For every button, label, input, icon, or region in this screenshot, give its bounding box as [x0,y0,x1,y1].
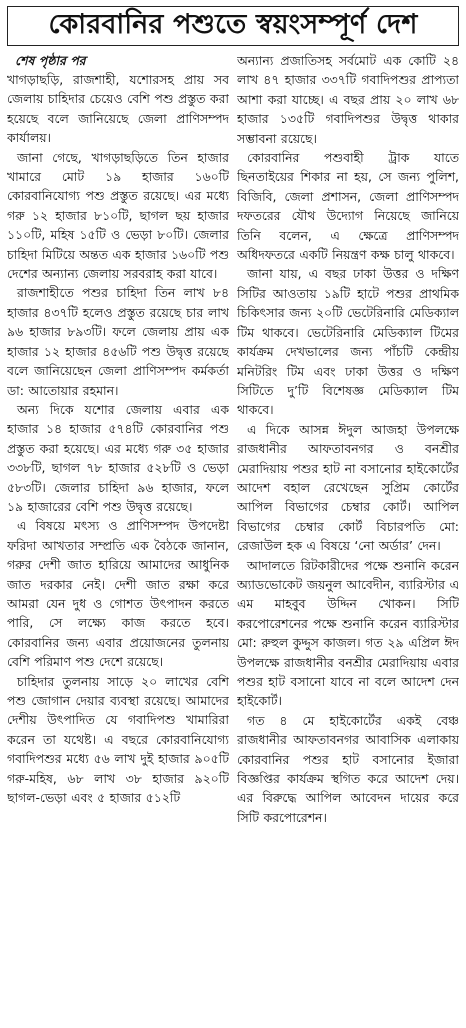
paragraph: খাগড়াছড়ি, রাজশাহী, যশোরসহ প্রায় সব জেলায় চাহিদার চেয়েও বেশি পশু প্রস্তুত করা হয়েছে বলে জানিয়েছে জেলা প্রাণিসম্পদ কার্যালয়। [7,72,229,146]
paragraph: জানা গেছে, খাগড়াছড়িতে তিন হাজার খামারে মোট ১৯ হাজার ১৬০টি কোরবানিযোগ্য পশু প্রস্তুত রয়েছে। এর মধ্যে গরু ১২ হাজার ৮১০টি, ছাগল ছয় হাজার ১১০টি, মহিষ ১৫টি ও ভেড়া ৮০টি। জেলার চাহিদা মিটিয়ে অন্তত এক হাজার ১৬০টি পশু দেশের অন্যান্য জেলায় সরবরাহ করা যাবে। [7,149,229,282]
headline-box [7,6,459,46]
continuation-label: শেষ পৃষ্ঠার পর [15,53,86,68]
paragraph: এ দিকে আসন্ন ঈদুল আজহা উপলক্ষে রাজধানীর আফতাবনগর ও বনশ্রীর মেরাদিয়ায় পশুর হাট না বসানোর হাইকোর্টের আদেশ বহাল রেখেছেন সুপ্রিম কোর্টের আপিল বিভাগের চেম্বার কোর্ট। আপিল বিভাগের চেম্বার কোর্ট বিচারপতি মো: রেজাউল হক এ বিষয়ে ‘নো অর্ডার’ দেন। [237,421,459,554]
headline: কোরবানির পশুতে স্বয়ংসম্পূর্ণ দেশ [48,9,418,40]
paragraph: কোরবানির পশুবাহী ট্রাক যাতে ছিনতাইয়ের শিকার না হয়, সে জন্য পুলিশ, বিজিবি, জেলা প্রশাসন, জেলা প্রাণিসম্পদ দফতরের যৌথ উদ্যোগ নিয়েছে জানিয়ে তিনি বলেন, এ ক্ষেত্রে প্রাণিসম্পদ অধিদফতরে একটি নিয়ন্ত্রণ কক্ষ চালু থাকবে। [237,150,459,263]
paragraph: এ বিষয়ে মৎস্য ও প্রাণিসম্পদ উপদেষ্টা ফরিদা আখতার সম্প্রতি এক বৈঠকে জানান, গরুর দেশী জাত হারিয়ে আমাদের আধুনিক জাত দরকার নেই। দেশী জাত রক্ষা করে আমরা যেন দুধ ও গোশত উৎপাদন করতে পারি, সে লক্ষ্যে কাজ করতে হবে। কোরবানির জন্য এবার প্রয়োজনের তুলনায় বেশি পরিমাণ পশু দেশে রয়েছে। [7,518,229,670]
left-column [7,51,229,1026]
paragraph: রাজশাহীতে পশুর চাহিদা তিন লাখ ৮৪ হাজার ৪৩৭টি হলেও প্রস্তুত রয়েছে চার লাখ ৯৬ হাজার ৮৯৩টি। ফলে জেলায় প্রায় এক হাজার ১২ হাজার ৪৫৬টি পশু উদ্বৃত্ত রয়েছে বলে জানিয়েছেন জেলা প্রাণিসম্পদ কর্মকর্তা ডা: আতোয়ার রহমান। [7,285,229,398]
paragraph: গত ৪ মে হাইকোর্টের একই বেঞ্চ রাজধানীর আফতাবনগর আবাসিক এলাকায় কোরবানির পশুর হাট বসানোর ইজারা বিজ্ঞপ্তির কার্যক্রম স্থগিত করে আদেশ দেয়। এর বিরুদ্ধে আপিল আবেদন দায়ের করে সিটি করপোরেশন। [237,712,459,825]
paragraph: চাহিদার তুলনায় সাড়ে ২০ লাখের বেশি পশু জোগান দেয়ার ব্যবস্থা রয়েছে। আমাদের দেশীয় উৎপাদিত যে গবাদিপশু খামারিরা করেন তা যথেষ্ট। এ বছরে কোরবানিযোগ্য গবাদিপশুর মধ্যে ৫৬ লাখ দুই হাজার ৯০৫টি গরু-মহিষ, ৬৮ লাখ ৩৮ হাজার ৯২০টি ছাগল-ভেড়া এবং ৫ হাজার ৫১২টি [7,673,229,806]
article-columns [7,51,459,1026]
paragraph: আদালতে রিটকারীদের পক্ষে শুনানি করেন অ্যাডভোকেট জয়নুল আবেদীন, ব্যারিস্টার এ এম মাহবুব উদ্দিন খোকন। সিটি করপোরেশনের পক্ষে শুনানি করেন ব্যারিস্টার মো: রুহুল কুদ্দুস কাজল। গত ২৯ এপ্রিল ঈদ উপলক্ষে রাজধানীর বনশ্রীর মেরাদিয়ায় এবার পশুর হাট বসানো যাবে না বলে আদেশ দেন হাইকোর্ট। [237,557,459,709]
paragraph: অন্য দিকে যশোর জেলায় এবার এক হাজার ১৪ হাজার ৫৭৪টি কোরবানির পশু প্রস্তুত করা হয়েছে। এর মধ্যে গরু ৩৫ হাজার ৩৩৮টি, ছাগল ৭৮ হাজার ৫২৮টি ও ভেড়া ৫৮৩টি। জেলার চাহিদা ৯৬ হাজার, ফলে ১৯ হাজারের বেশি পশু উদ্বৃত্ত রয়েছে। [7,401,229,514]
paragraph: জানা যায়, এ বছর ঢাকা উত্তর ও দক্ষিণ সিটির আওতায় ১৯টি হাটে পশুর প্রাথমিক চিকিৎসার জন্য ২০টি ভেটেরিনারি মেডিক্যাল টিম থাকবে। ভেটেরিনারি মেডিক্যাল টিমের কার্যক্রম দেখভালের জন্য পাঁচটি কেন্দ্রীয় মনিটরিং টিম এবং ঢাকা উত্তর ও দক্ষিণ সিটিতে দু’টি বিশেষজ্ঞ মেডিক্যাল টিম থাকবে। [237,266,459,418]
paragraph: অন্যান্য প্রজাতিসহ সর্বমোট এক কোটি ২৪ লাখ ৪৭ হাজার ৩৩৭টি গবাদিপশুর প্রাপ্যতা আশা করা যাচ্ছে। এ বছর প্রায় ২০ লাখ ৬৮ হাজার ১৩৫টি গবাদিপশুর উদ্বৃত্ত থাকার সম্ভাবনা রয়েছে। [237,53,459,146]
right-column [237,51,459,1026]
